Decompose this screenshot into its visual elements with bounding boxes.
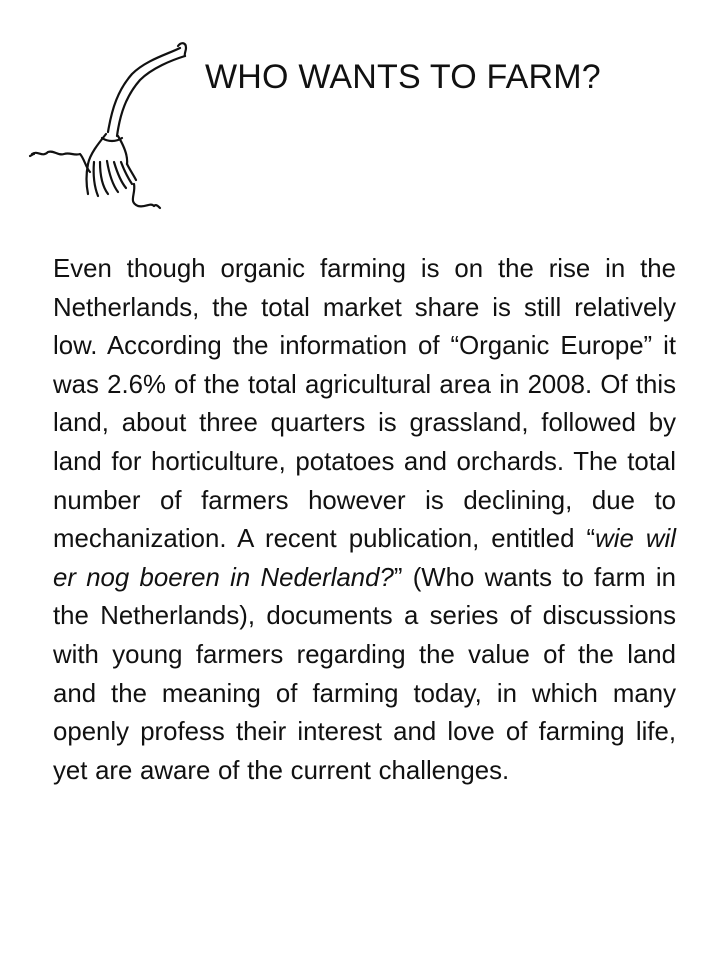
italic-dutch-title: wie wil er nog boeren in Nederland? — [53, 525, 676, 592]
page-title: WHO WANTS TO FARM? — [205, 58, 601, 96]
pitchfork-icon — [28, 38, 198, 213]
body-text-part: Even though organic farming is on the rise in the Netherlands, the total market share is still relatively low. According the information of “Organic Europe” it was 2.6% of the total agricultural area in 2008. Of this land, about three quarters is grassland, followed by land for horticulture, potatoes and orchards. The total number of farmers however is declining, due to mechanization. A recent publication, entitled “ — [53, 255, 676, 554]
body-paragraph — [53, 250, 676, 790]
header — [0, 0, 720, 220]
body-text-part: ” (Who wants to farm in the Netherlands), documents a series of discussions with young farmers regarding the value of the land and the meaning of farming today, in which many openly profess their interest and love of farming life, yet are aware of the current challenges. — [53, 563, 676, 785]
